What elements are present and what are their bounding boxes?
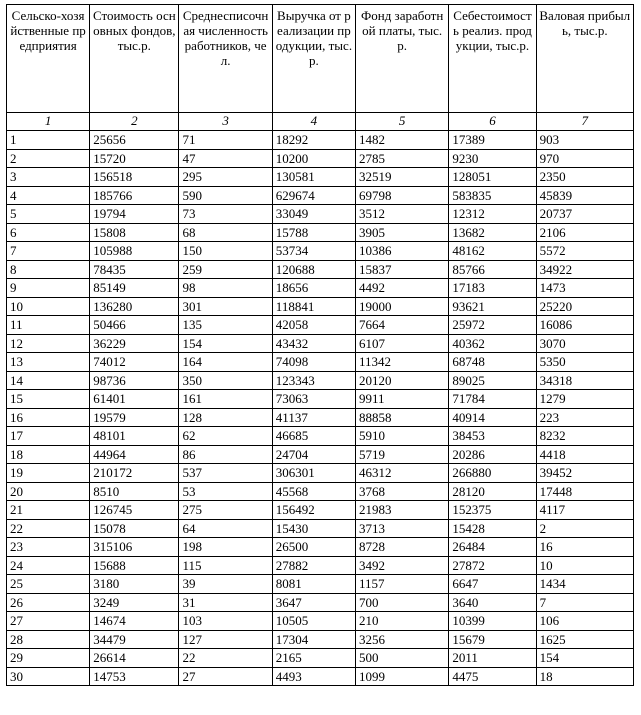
- cost-of-sales-cell: 17389: [449, 131, 536, 150]
- sales-revenue-cell: 10505: [272, 612, 355, 631]
- sales-revenue-cell: 43432: [272, 334, 355, 353]
- employees-cell: 68: [179, 223, 272, 242]
- payroll-fund-cell: 3256: [355, 630, 448, 649]
- gross-profit-cell: 2: [536, 519, 633, 538]
- payroll-fund-cell: 3713: [355, 519, 448, 538]
- enterprise-id-cell: 26: [7, 593, 90, 612]
- gross-profit-cell: 34318: [536, 371, 633, 390]
- enterprise-id-cell: 1: [7, 131, 90, 150]
- cost-of-sales-cell: 25972: [449, 316, 536, 335]
- employees-cell: 150: [179, 242, 272, 261]
- payroll-fund-cell: 8728: [355, 538, 448, 557]
- gross-profit-cell: 970: [536, 149, 633, 168]
- payroll-fund-cell: 15837: [355, 260, 448, 279]
- enterprise-id-cell: 29: [7, 649, 90, 668]
- payroll-fund-cell: 500: [355, 649, 448, 668]
- enterprise-id-cell: 9: [7, 279, 90, 298]
- fixed-assets-cell: 85149: [90, 279, 179, 298]
- table-row: [7, 667, 634, 686]
- payroll-fund-cell: 2785: [355, 149, 448, 168]
- gross-profit-cell: 34922: [536, 260, 633, 279]
- header-gross-profit: Валовая прибыль, тыс.р.: [536, 5, 633, 113]
- fixed-assets-cell: 15720: [90, 149, 179, 168]
- cost-of-sales-cell: 10399: [449, 612, 536, 631]
- payroll-fund-cell: 11342: [355, 353, 448, 372]
- column-number: 7: [536, 113, 633, 131]
- fixed-assets-cell: 61401: [90, 390, 179, 409]
- payroll-fund-cell: 9911: [355, 390, 448, 409]
- employees-cell: 164: [179, 353, 272, 372]
- payroll-fund-cell: 3492: [355, 556, 448, 575]
- sales-revenue-cell: 120688: [272, 260, 355, 279]
- table-row: [7, 538, 634, 557]
- table-row: [7, 149, 634, 168]
- gross-profit-cell: 1279: [536, 390, 633, 409]
- cost-of-sales-cell: 48162: [449, 242, 536, 261]
- cost-of-sales-cell: 71784: [449, 390, 536, 409]
- table-row: [7, 205, 634, 224]
- enterprise-id-cell: 23: [7, 538, 90, 557]
- cost-of-sales-cell: 38453: [449, 427, 536, 446]
- fixed-assets-cell: 15078: [90, 519, 179, 538]
- employees-cell: 259: [179, 260, 272, 279]
- fixed-assets-cell: 14753: [90, 667, 179, 686]
- sales-revenue-cell: 2165: [272, 649, 355, 668]
- employees-cell: 53: [179, 482, 272, 501]
- table-row: [7, 242, 634, 261]
- gross-profit-cell: 8232: [536, 427, 633, 446]
- gross-profit-cell: 106: [536, 612, 633, 631]
- enterprise-id-cell: 22: [7, 519, 90, 538]
- employees-cell: 295: [179, 168, 272, 187]
- employees-cell: 103: [179, 612, 272, 631]
- payroll-fund-cell: 3512: [355, 205, 448, 224]
- gross-profit-cell: 39452: [536, 464, 633, 483]
- enterprise-id-cell: 8: [7, 260, 90, 279]
- table-row: [7, 630, 634, 649]
- employees-cell: 62: [179, 427, 272, 446]
- payroll-fund-cell: 69798: [355, 186, 448, 205]
- gross-profit-cell: 5350: [536, 353, 633, 372]
- cost-of-sales-cell: 13682: [449, 223, 536, 242]
- gross-profit-cell: 3070: [536, 334, 633, 353]
- table-row: [7, 223, 634, 242]
- payroll-fund-cell: 210: [355, 612, 448, 631]
- employees-cell: 350: [179, 371, 272, 390]
- sales-revenue-cell: 53734: [272, 242, 355, 261]
- employees-cell: 98: [179, 279, 272, 298]
- table-row: [7, 482, 634, 501]
- table-row: [7, 612, 634, 631]
- gross-profit-cell: 20737: [536, 205, 633, 224]
- cost-of-sales-cell: 583835: [449, 186, 536, 205]
- payroll-fund-cell: 20120: [355, 371, 448, 390]
- employees-cell: 39: [179, 575, 272, 594]
- sales-revenue-cell: 18656: [272, 279, 355, 298]
- employees-cell: 47: [179, 149, 272, 168]
- table-row: [7, 186, 634, 205]
- sales-revenue-cell: 24704: [272, 445, 355, 464]
- table-row: [7, 297, 634, 316]
- cost-of-sales-cell: 26484: [449, 538, 536, 557]
- cost-of-sales-cell: 15679: [449, 630, 536, 649]
- header-cost-of-sales: Себестоимость реализ. продукции, тыс.р.: [449, 5, 536, 113]
- payroll-fund-cell: 700: [355, 593, 448, 612]
- gross-profit-cell: 1473: [536, 279, 633, 298]
- enterprise-id-cell: 4: [7, 186, 90, 205]
- table-row: [7, 316, 634, 335]
- employees-cell: 135: [179, 316, 272, 335]
- fixed-assets-cell: 15688: [90, 556, 179, 575]
- payroll-fund-cell: 5910: [355, 427, 448, 446]
- fixed-assets-cell: 50466: [90, 316, 179, 335]
- sales-revenue-cell: 26500: [272, 538, 355, 557]
- sales-revenue-cell: 45568: [272, 482, 355, 501]
- sales-revenue-cell: 10200: [272, 149, 355, 168]
- column-number: 2: [90, 113, 179, 131]
- employees-cell: 22: [179, 649, 272, 668]
- sales-revenue-cell: 17304: [272, 630, 355, 649]
- fixed-assets-cell: 19794: [90, 205, 179, 224]
- sales-revenue-cell: 130581: [272, 168, 355, 187]
- sales-revenue-cell: 629674: [272, 186, 355, 205]
- column-number-row: [7, 113, 634, 131]
- table-row: [7, 353, 634, 372]
- fixed-assets-cell: 78435: [90, 260, 179, 279]
- fixed-assets-cell: 74012: [90, 353, 179, 372]
- cost-of-sales-cell: 93621: [449, 297, 536, 316]
- gross-profit-cell: 45839: [536, 186, 633, 205]
- payroll-fund-cell: 1157: [355, 575, 448, 594]
- fixed-assets-cell: 185766: [90, 186, 179, 205]
- gross-profit-cell: 903: [536, 131, 633, 150]
- payroll-fund-cell: 21983: [355, 501, 448, 520]
- fixed-assets-cell: 8510: [90, 482, 179, 501]
- employees-cell: 127: [179, 630, 272, 649]
- gross-profit-cell: 17448: [536, 482, 633, 501]
- sales-revenue-cell: 74098: [272, 353, 355, 372]
- payroll-fund-cell: 1099: [355, 667, 448, 686]
- enterprise-id-cell: 27: [7, 612, 90, 631]
- table-row: [7, 334, 634, 353]
- employees-cell: 115: [179, 556, 272, 575]
- payroll-fund-cell: 4492: [355, 279, 448, 298]
- header-payroll-fund: Фонд заработной платы, тыс.р.: [355, 5, 448, 113]
- enterprise-id-cell: 5: [7, 205, 90, 224]
- enterprise-id-cell: 28: [7, 630, 90, 649]
- fixed-assets-cell: 136280: [90, 297, 179, 316]
- cost-of-sales-cell: 28120: [449, 482, 536, 501]
- table-row: [7, 556, 634, 575]
- employees-cell: 31: [179, 593, 272, 612]
- table-row: [7, 168, 634, 187]
- table-row: [7, 593, 634, 612]
- fixed-assets-cell: 36229: [90, 334, 179, 353]
- payroll-fund-cell: 46312: [355, 464, 448, 483]
- table-row: [7, 371, 634, 390]
- fixed-assets-cell: 156518: [90, 168, 179, 187]
- enterprise-id-cell: 24: [7, 556, 90, 575]
- column-number: 4: [272, 113, 355, 131]
- table-row: [7, 427, 634, 446]
- sales-revenue-cell: 8081: [272, 575, 355, 594]
- enterprise-id-cell: 19: [7, 464, 90, 483]
- fixed-assets-cell: 34479: [90, 630, 179, 649]
- gross-profit-cell: 2106: [536, 223, 633, 242]
- payroll-fund-cell: 1482: [355, 131, 448, 150]
- enterprise-id-cell: 25: [7, 575, 90, 594]
- cost-of-sales-cell: 17183: [449, 279, 536, 298]
- payroll-fund-cell: 10386: [355, 242, 448, 261]
- fixed-assets-cell: 210172: [90, 464, 179, 483]
- enterprise-id-cell: 17: [7, 427, 90, 446]
- fixed-assets-cell: 25656: [90, 131, 179, 150]
- enterprise-id-cell: 21: [7, 501, 90, 520]
- gross-profit-cell: 2350: [536, 168, 633, 187]
- table-row: [7, 390, 634, 409]
- cost-of-sales-cell: 266880: [449, 464, 536, 483]
- sales-revenue-cell: 156492: [272, 501, 355, 520]
- enterprise-id-cell: 15: [7, 390, 90, 409]
- table-row: [7, 279, 634, 298]
- employees-cell: 161: [179, 390, 272, 409]
- fixed-assets-cell: 19579: [90, 408, 179, 427]
- cost-of-sales-cell: 85766: [449, 260, 536, 279]
- gross-profit-cell: 7: [536, 593, 633, 612]
- fixed-assets-cell: 14674: [90, 612, 179, 631]
- fixed-assets-cell: 3249: [90, 593, 179, 612]
- payroll-fund-cell: 19000: [355, 297, 448, 316]
- cost-of-sales-cell: 9230: [449, 149, 536, 168]
- cost-of-sales-cell: 128051: [449, 168, 536, 187]
- sales-revenue-cell: 27882: [272, 556, 355, 575]
- fixed-assets-cell: 3180: [90, 575, 179, 594]
- enterprise-id-cell: 7: [7, 242, 90, 261]
- sales-revenue-cell: 306301: [272, 464, 355, 483]
- employees-cell: 86: [179, 445, 272, 464]
- gross-profit-cell: 25220: [536, 297, 633, 316]
- sales-revenue-cell: 118841: [272, 297, 355, 316]
- gross-profit-cell: 10: [536, 556, 633, 575]
- sales-revenue-cell: 33049: [272, 205, 355, 224]
- sales-revenue-cell: 42058: [272, 316, 355, 335]
- enterprise-id-cell: 16: [7, 408, 90, 427]
- fixed-assets-cell: 126745: [90, 501, 179, 520]
- gross-profit-cell: 4117: [536, 501, 633, 520]
- gross-profit-cell: 5572: [536, 242, 633, 261]
- enterprise-id-cell: 3: [7, 168, 90, 187]
- header-fixed-assets: Стоимость основных фондов, тыс.р.: [90, 5, 179, 113]
- enterprise-id-cell: 10: [7, 297, 90, 316]
- sales-revenue-cell: 3647: [272, 593, 355, 612]
- enterprise-id-cell: 12: [7, 334, 90, 353]
- cost-of-sales-cell: 4475: [449, 667, 536, 686]
- employees-cell: 64: [179, 519, 272, 538]
- payroll-fund-cell: 6107: [355, 334, 448, 353]
- column-number: 3: [179, 113, 272, 131]
- fixed-assets-cell: 15808: [90, 223, 179, 242]
- employees-cell: 198: [179, 538, 272, 557]
- header-enterprises: Сельско-хозяйственные предприятия: [7, 5, 90, 113]
- gross-profit-cell: 18: [536, 667, 633, 686]
- fixed-assets-cell: 105988: [90, 242, 179, 261]
- sales-revenue-cell: 15788: [272, 223, 355, 242]
- cost-of-sales-cell: 27872: [449, 556, 536, 575]
- sales-revenue-cell: 123343: [272, 371, 355, 390]
- fixed-assets-cell: 98736: [90, 371, 179, 390]
- gross-profit-cell: 4418: [536, 445, 633, 464]
- table-row: [7, 131, 634, 150]
- cost-of-sales-cell: 20286: [449, 445, 536, 464]
- cost-of-sales-cell: 68748: [449, 353, 536, 372]
- table-row: [7, 575, 634, 594]
- employees-cell: 128: [179, 408, 272, 427]
- payroll-fund-cell: 3905: [355, 223, 448, 242]
- table-row: [7, 464, 634, 483]
- sales-revenue-cell: 73063: [272, 390, 355, 409]
- sales-revenue-cell: 41137: [272, 408, 355, 427]
- employees-cell: 301: [179, 297, 272, 316]
- enterprise-id-cell: 11: [7, 316, 90, 335]
- enterprise-id-cell: 30: [7, 667, 90, 686]
- sales-revenue-cell: 46685: [272, 427, 355, 446]
- gross-profit-cell: 223: [536, 408, 633, 427]
- payroll-fund-cell: 3768: [355, 482, 448, 501]
- cost-of-sales-cell: 3640: [449, 593, 536, 612]
- header-sales-revenue: Выручка от реализации продукции, тыс.р.: [272, 5, 355, 113]
- fixed-assets-cell: 44964: [90, 445, 179, 464]
- cost-of-sales-cell: 15428: [449, 519, 536, 538]
- employees-cell: 71: [179, 131, 272, 150]
- enterprise-id-cell: 20: [7, 482, 90, 501]
- enterprise-id-cell: 18: [7, 445, 90, 464]
- table-row: [7, 519, 634, 538]
- sales-revenue-cell: 18292: [272, 131, 355, 150]
- employees-cell: 27: [179, 667, 272, 686]
- payroll-fund-cell: 7664: [355, 316, 448, 335]
- table-row: [7, 260, 634, 279]
- gross-profit-cell: 1625: [536, 630, 633, 649]
- gross-profit-cell: 16086: [536, 316, 633, 335]
- employees-cell: 537: [179, 464, 272, 483]
- cost-of-sales-cell: 40914: [449, 408, 536, 427]
- cost-of-sales-cell: 12312: [449, 205, 536, 224]
- gross-profit-cell: 16: [536, 538, 633, 557]
- header-row: [7, 5, 634, 113]
- employees-cell: 73: [179, 205, 272, 224]
- header-employees: Среднесписочная численность работников, чел.: [179, 5, 272, 113]
- cost-of-sales-cell: 6647: [449, 575, 536, 594]
- payroll-fund-cell: 32519: [355, 168, 448, 187]
- cost-of-sales-cell: 40362: [449, 334, 536, 353]
- column-number: 5: [355, 113, 448, 131]
- sales-revenue-cell: 4493: [272, 667, 355, 686]
- enterprises-table: [6, 4, 634, 686]
- employees-cell: 275: [179, 501, 272, 520]
- cost-of-sales-cell: 89025: [449, 371, 536, 390]
- payroll-fund-cell: 5719: [355, 445, 448, 464]
- enterprise-id-cell: 13: [7, 353, 90, 372]
- payroll-fund-cell: 88858: [355, 408, 448, 427]
- cost-of-sales-cell: 2011: [449, 649, 536, 668]
- gross-profit-cell: 154: [536, 649, 633, 668]
- sales-revenue-cell: 15430: [272, 519, 355, 538]
- fixed-assets-cell: 48101: [90, 427, 179, 446]
- cost-of-sales-cell: 152375: [449, 501, 536, 520]
- fixed-assets-cell: 315106: [90, 538, 179, 557]
- enterprise-id-cell: 6: [7, 223, 90, 242]
- table-row: [7, 445, 634, 464]
- employees-cell: 590: [179, 186, 272, 205]
- enterprise-id-cell: 2: [7, 149, 90, 168]
- table-row: [7, 649, 634, 668]
- column-number: 6: [449, 113, 536, 131]
- column-number: 1: [7, 113, 90, 131]
- gross-profit-cell: 1434: [536, 575, 633, 594]
- enterprise-id-cell: 14: [7, 371, 90, 390]
- table-row: [7, 408, 634, 427]
- fixed-assets-cell: 26614: [90, 649, 179, 668]
- table-row: [7, 501, 634, 520]
- employees-cell: 154: [179, 334, 272, 353]
